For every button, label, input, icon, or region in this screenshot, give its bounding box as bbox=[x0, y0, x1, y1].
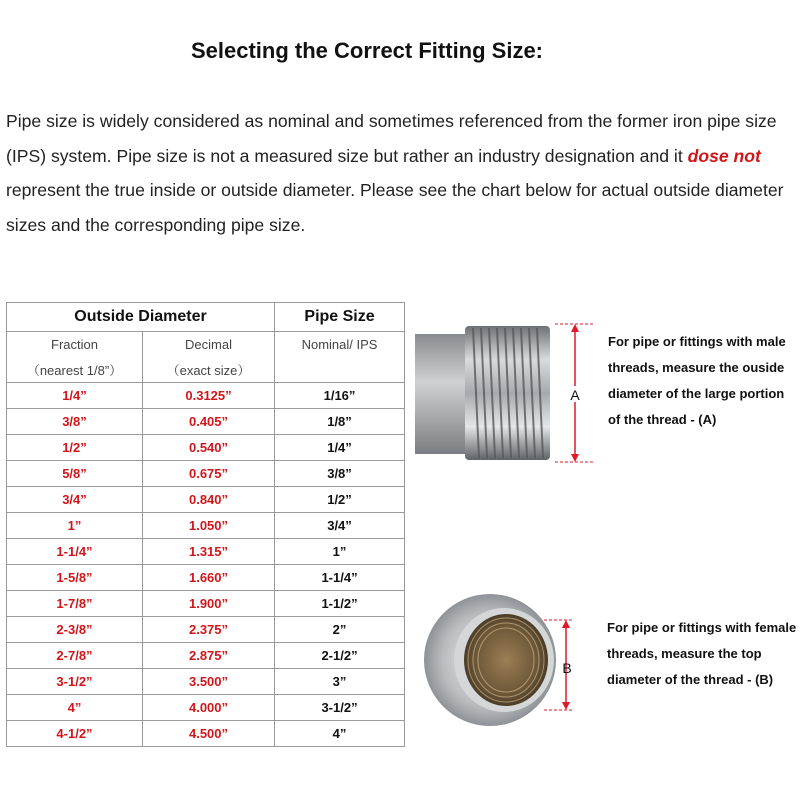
cell-pipe: 3-1/2” bbox=[275, 695, 405, 721]
page-title: Selecting the Correct Fitting Size: bbox=[190, 38, 544, 63]
subheader-fraction-note: （nearest 1/8”） bbox=[7, 357, 143, 383]
cell-fraction: 3/4” bbox=[7, 487, 143, 513]
cell-decimal: 1.050” bbox=[143, 513, 275, 539]
subheader-nominal: Nominal/ IPS bbox=[275, 332, 405, 358]
table-row bbox=[7, 565, 405, 591]
label-a: A bbox=[570, 387, 580, 403]
cell-fraction: 4-1/2” bbox=[7, 721, 143, 747]
cell-pipe: 1-1/4” bbox=[275, 565, 405, 591]
table-row bbox=[7, 721, 405, 747]
cell-fraction: 2-3/8” bbox=[7, 617, 143, 643]
cell-pipe: 1/2” bbox=[275, 487, 405, 513]
table-row bbox=[7, 539, 405, 565]
cell-pipe: 1-1/2” bbox=[275, 591, 405, 617]
cell-pipe: 4” bbox=[275, 721, 405, 747]
subheader-decimal-note: （exact size） bbox=[143, 357, 275, 383]
male-fitting-illustration bbox=[415, 322, 600, 467]
table-row bbox=[7, 409, 405, 435]
cell-pipe: 1/4” bbox=[275, 435, 405, 461]
female-fitting-illustration bbox=[424, 592, 614, 732]
table-row bbox=[7, 617, 405, 643]
intro-paragraph bbox=[6, 104, 786, 242]
cell-decimal: 3.500” bbox=[143, 669, 275, 695]
cell-decimal: 0.675” bbox=[143, 461, 275, 487]
table-row bbox=[7, 487, 405, 513]
table-row bbox=[7, 591, 405, 617]
cell-pipe: 3/8” bbox=[275, 461, 405, 487]
cell-decimal: 0.3125” bbox=[143, 383, 275, 409]
cell-fraction: 1/4” bbox=[7, 383, 143, 409]
intro-emphasis: dose not bbox=[687, 145, 761, 166]
table-row bbox=[7, 461, 405, 487]
cell-decimal: 1.660” bbox=[143, 565, 275, 591]
cell-fraction: 1” bbox=[7, 513, 143, 539]
cell-pipe: 2-1/2” bbox=[275, 643, 405, 669]
cell-decimal: 0.540” bbox=[143, 435, 275, 461]
cell-decimal: 4.000” bbox=[143, 695, 275, 721]
label-b: B bbox=[562, 660, 572, 676]
cell-fraction: 1-1/4” bbox=[7, 539, 143, 565]
subheader-blank bbox=[275, 357, 405, 383]
intro-text-after: represent the true inside or outside diameter. Please see the chart below for actual outside diameter sizes and the corresponding pipe size. bbox=[6, 180, 784, 235]
cell-pipe: 1/16” bbox=[275, 383, 405, 409]
table-row bbox=[7, 513, 405, 539]
table-row bbox=[7, 669, 405, 695]
header-pipe-size: Pipe Size bbox=[275, 303, 405, 332]
cell-fraction: 3-1/2” bbox=[7, 669, 143, 695]
cell-fraction: 5/8” bbox=[7, 461, 143, 487]
cell-pipe: 3” bbox=[275, 669, 405, 695]
cell-pipe: 2” bbox=[275, 617, 405, 643]
table-row bbox=[7, 695, 405, 721]
cell-fraction: 1-7/8” bbox=[7, 591, 143, 617]
female-thread-note: For pipe or fittings with female threads, measure the top diameter of the thread - (B) bbox=[607, 620, 797, 687]
cell-decimal: 2.875” bbox=[143, 643, 275, 669]
cell-pipe: 1/8” bbox=[275, 409, 405, 435]
cell-fraction: 3/8” bbox=[7, 409, 143, 435]
cell-decimal: 4.500” bbox=[143, 721, 275, 747]
pipe-size-table bbox=[6, 302, 405, 747]
male-thread-note: For pipe or fittings with male threads, measure the ouside diameter of the large portion of the thread - (A) bbox=[608, 334, 786, 427]
table-row bbox=[7, 643, 405, 669]
cell-pipe: 3/4” bbox=[275, 513, 405, 539]
fitting-body bbox=[415, 334, 470, 454]
cell-decimal: 0.840” bbox=[143, 487, 275, 513]
cell-fraction: 2-7/8” bbox=[7, 643, 143, 669]
table-row bbox=[7, 435, 405, 461]
cell-fraction: 1/2” bbox=[7, 435, 143, 461]
cell-pipe: 1” bbox=[275, 539, 405, 565]
cell-decimal: 2.375” bbox=[143, 617, 275, 643]
header-outside-diameter: Outside Diameter bbox=[7, 303, 275, 332]
table-row bbox=[7, 383, 405, 409]
cell-fraction: 4” bbox=[7, 695, 143, 721]
cell-decimal: 1.900” bbox=[143, 591, 275, 617]
cell-decimal: 1.315” bbox=[143, 539, 275, 565]
subheader-fraction: Fraction bbox=[7, 332, 143, 358]
cell-fraction: 1-5/8” bbox=[7, 565, 143, 591]
intro-text-before: Pipe size is widely considered as nominal and sometimes referenced from the former iron pipe size (IPS) system. Pipe size is not a measured size but rather an industry designation and it bbox=[6, 111, 777, 166]
cell-decimal: 0.405” bbox=[143, 409, 275, 435]
subheader-decimal: Decimal bbox=[143, 332, 275, 358]
